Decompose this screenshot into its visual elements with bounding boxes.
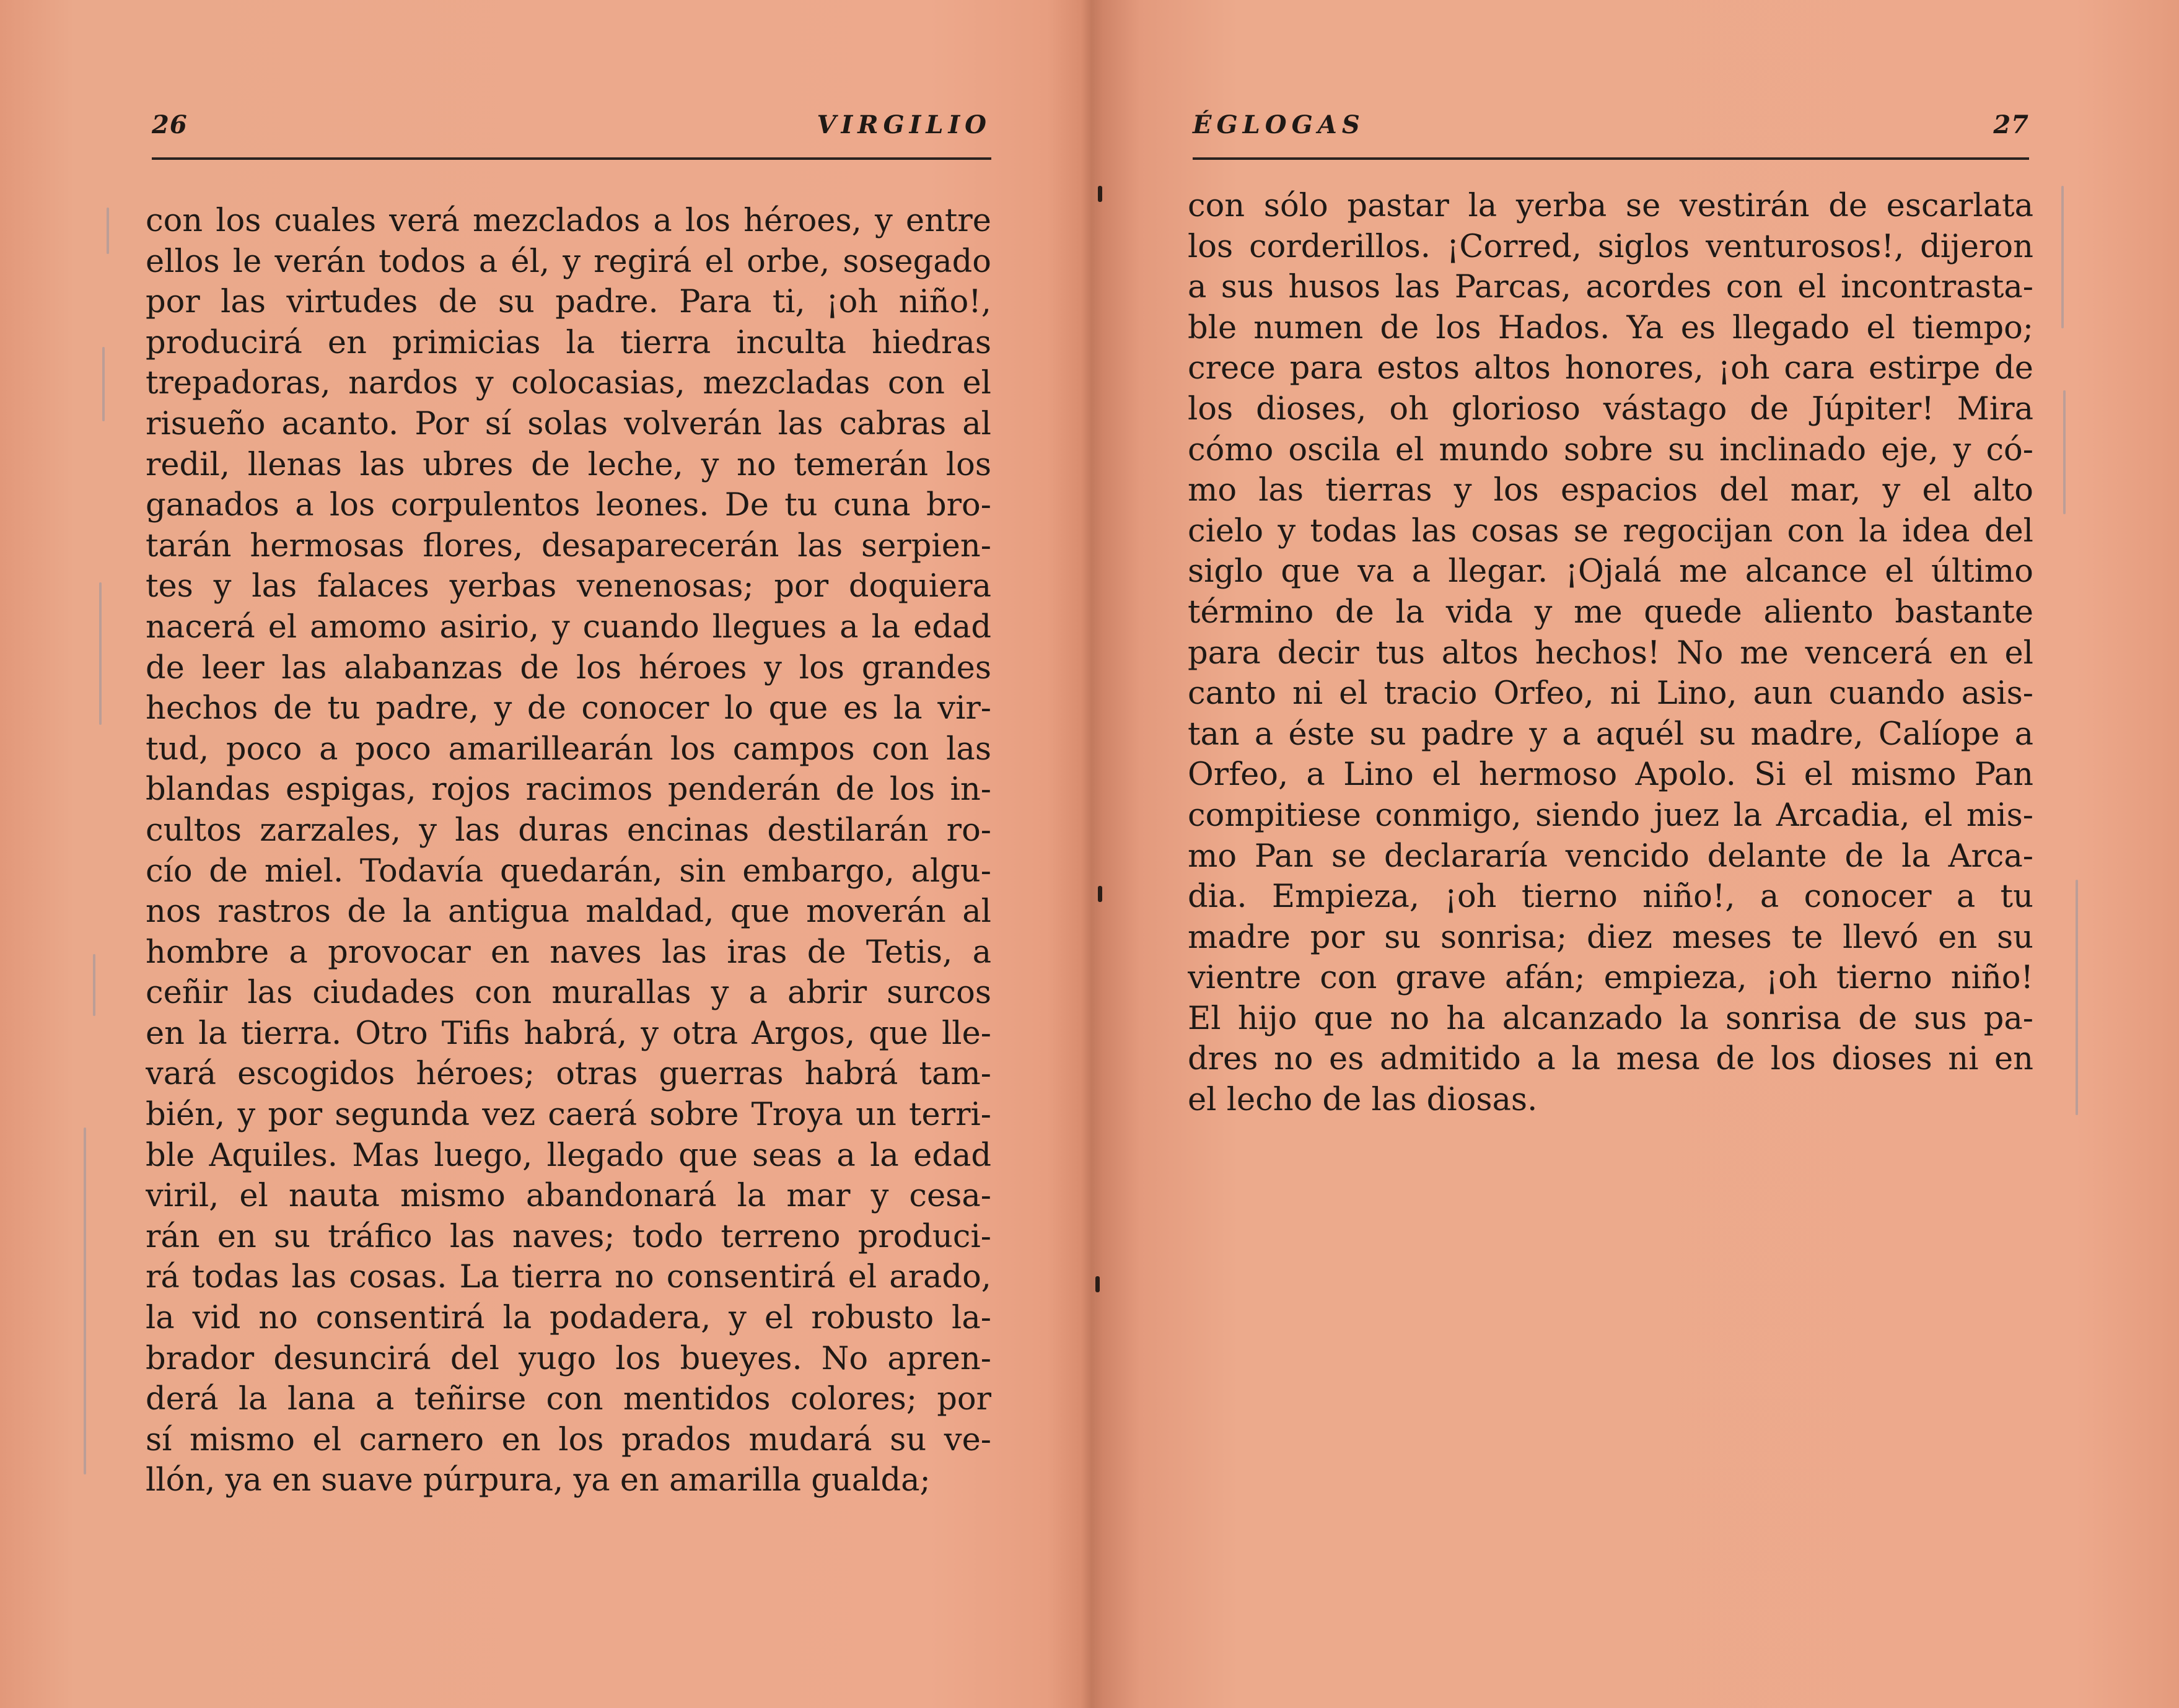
text-line: ceñir las ciudades con murallas y a abrir surcos	[146, 974, 991, 1012]
right-page	[1097, 0, 2179, 1708]
text-line: dres no es admitido a la mesa de los dioses ni en	[1188, 1041, 2033, 1078]
text-line: ble numen de los Hados. Ya es llegado el tiempo;	[1188, 309, 2033, 346]
left-page-number: 26	[152, 110, 188, 139]
text-line: mo las tierras y los espacios del mar, y el alto	[1188, 472, 2033, 509]
pencil-margin-mark	[2061, 186, 2064, 328]
text-line: mo Pan se declararía vencido delante de la Arca-	[1188, 838, 2033, 875]
text-line: el lecho de las diosas.	[1188, 1082, 1538, 1119]
text-line: blandas espigas, rojos racimos penderán de los in-	[146, 771, 991, 808]
pencil-margin-mark	[2063, 390, 2066, 514]
text-line: bién, y por segunda vez caerá sobre Troya un terri-	[146, 1097, 991, 1134]
text-line: vientre con grave afán; empieza, ¡oh tierno niño!	[1188, 960, 2033, 997]
text-line: cío de miel. Todavía quedarán, sin embargo, algu-	[146, 852, 991, 890]
text-line: redil, llenas las ubres de leche, y no temerán los	[146, 446, 991, 483]
text-line: trepadoras, nardos y colocasias, mezcladas con el	[146, 365, 991, 402]
text-line: crece para estos altos honores, ¡oh cara estirpe de	[1188, 350, 2033, 387]
text-line: de leer las alabanzas de los héroes y los grandes	[146, 649, 991, 686]
text-line: en la tierra. Otro Tifis habrá, y otra Argos, que lle-	[146, 1015, 991, 1052]
pencil-margin-mark	[93, 954, 95, 1016]
text-line: sí mismo el carnero en los prados mudará su ve-	[146, 1421, 991, 1458]
pencil-margin-mark	[99, 582, 102, 725]
right-running-title: ÉGLOGAS	[1193, 110, 1365, 139]
text-line: llón, ya en suave púrpura, ya en amarilla gualda;	[146, 1462, 931, 1499]
pencil-margin-mark	[2076, 880, 2078, 1115]
text-line: compitiese conmigo, siendo juez la Arcadia, el mis-	[1188, 797, 2033, 834]
text-line: rá todas las cosas. La tierra no consentirá el arado,	[146, 1259, 991, 1296]
text-line: risueño acanto. Por sí solas volverán las cabras al	[146, 405, 991, 442]
left-running-title: VIRGILIO	[817, 110, 991, 139]
text-line: canto ni el tracio Orfeo, ni Lino, aun cuando asis-	[1188, 675, 2033, 712]
text-line: ellos le verán todos a él, y regirá el orbe, sosegado	[146, 243, 991, 280]
text-line: hechos de tu padre, y de conocer lo que es la vir-	[146, 690, 991, 727]
text-line: a sus husos las Parcas, acordes con el incontrasta-	[1188, 269, 2033, 306]
text-line: Orfeo, a Lino el hermoso Apolo. Si el mismo Pan	[1188, 756, 2033, 794]
text-line: la vid no consentirá la podadera, y el robusto la-	[146, 1300, 991, 1337]
text-line: cielo y todas las cosas se regocijan con la idea del	[1188, 512, 2033, 550]
left-body-text	[146, 201, 991, 1501]
text-line: los dioses, oh glorioso vástago de Júpiter! Mira	[1188, 390, 2033, 427]
text-line: ganados a los corpulentos leones. De tu cuna bro-	[146, 487, 991, 524]
text-line: con sólo pastar la yerba se vestirán de escarlata	[1188, 188, 2033, 224]
pencil-margin-mark	[102, 347, 105, 421]
text-line: producirá en primicias la tierra inculta hiedras	[146, 324, 991, 361]
text-line: nos rastros de la antigua maldad, que moverán al	[146, 893, 991, 931]
text-line: cultos zarzales, y las duras encinas destilarán ro-	[146, 812, 991, 849]
left-page	[0, 0, 1084, 1708]
left-running-head	[152, 104, 991, 160]
text-line: derá la lana a teñirse con mentidos colores; por	[146, 1381, 991, 1418]
text-line: tarán hermosas flores, desaparecerán las serpien-	[146, 527, 991, 564]
text-line: siglo que va a llegar. ¡Ojalá me alcance el último	[1188, 553, 2033, 590]
right-running-head	[1193, 104, 2029, 160]
text-line: El hijo que no ha alcanzado la sonrisa de sus pa-	[1188, 1000, 2033, 1037]
text-line: vará escogidos héroes; otras guerras habrá tam-	[146, 1056, 991, 1093]
text-line: madre por su sonrisa; diez meses te llevó en su	[1188, 919, 2033, 956]
text-line: ble Aquiles. Mas luego, llegado que seas a la edad	[146, 1137, 991, 1174]
text-line: tes y las falaces yerbas venenosas; por doquiera	[146, 568, 991, 605]
text-line: nacerá el amomo asirio, y cuando llegues a la edad	[146, 608, 991, 646]
text-line: con los cuales verá mezclados a los héroes, y entre	[146, 203, 991, 239]
pencil-margin-mark	[84, 1128, 86, 1474]
pencil-margin-mark	[107, 208, 109, 254]
text-line: brador desuncirá del yugo los bueyes. No apren-	[146, 1340, 991, 1377]
text-line: viril, el nauta mismo abandonará la mar y cesa-	[146, 1178, 991, 1215]
text-line: tud, poco a poco amarillearán los campos con las	[146, 730, 991, 768]
text-line: rán en su tráfico las naves; todo terreno produci-	[146, 1218, 991, 1255]
text-line: dia. Empieza, ¡oh tierno niño!, a conocer a tu	[1188, 878, 2033, 916]
text-line: cómo oscila el mundo sobre su inclinado eje, y có-	[1188, 431, 2033, 468]
right-body-text	[1188, 186, 2033, 1121]
text-line: término de la vida y me quede aliento bastante	[1188, 593, 2033, 631]
text-line: hombre a provocar en naves las iras de Tetis, a	[146, 934, 991, 971]
text-line: por las virtudes de su padre. Para ti, ¡oh niño!,	[146, 284, 991, 321]
text-line: tan a éste su padre y a aquél su madre, Calíope a	[1188, 716, 2033, 753]
right-page-number: 27	[1993, 110, 2029, 139]
text-line: para decir tus altos hechos! No me vencerá en el	[1188, 634, 2033, 672]
text-line: los corderillos. ¡Corred, siglos venturosos!, dijeron	[1188, 228, 2033, 265]
